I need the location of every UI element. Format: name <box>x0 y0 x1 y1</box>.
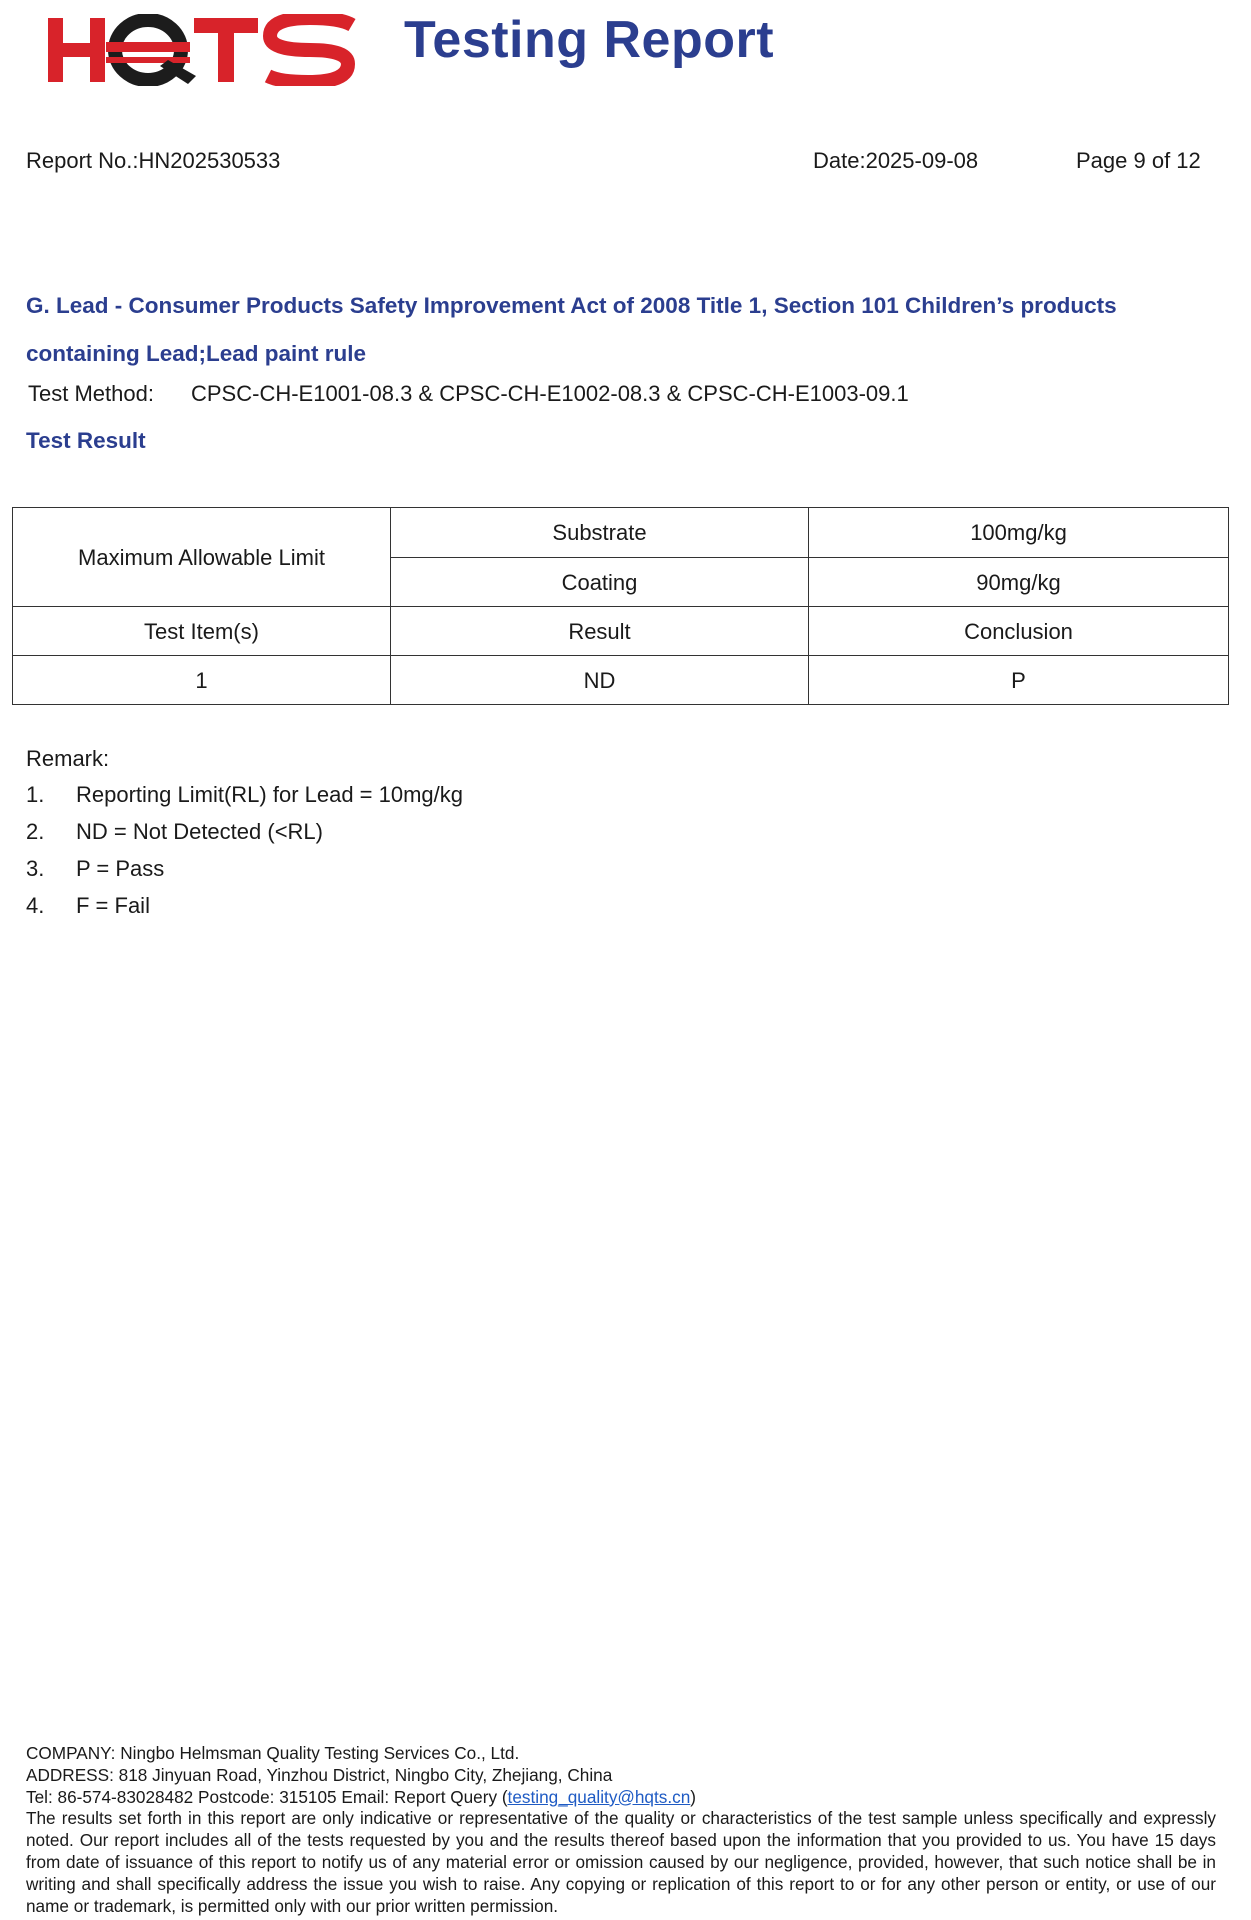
test-result-heading: Test Result <box>26 428 146 453</box>
remark-number: 2. <box>26 819 45 844</box>
footer-address: ADDRESS: 818 Jinyuan Road, Yinzhou District, Ningbo City, Zhejiang, China <box>26 1764 613 1785</box>
result-cell: ND <box>391 656 809 705</box>
footer-contact-prefix: Tel: 86-574-83028482 Postcode: 315105 Email: Report Query ( <box>26 1786 508 1807</box>
column-header-test-item: Test Item(s) <box>13 607 391 656</box>
column-header-result: Result <box>391 607 809 656</box>
table-header-row <box>13 607 1229 656</box>
list-item <box>26 893 463 930</box>
test-item-cell: 1 <box>13 656 391 705</box>
remark-number: 4. <box>26 893 45 918</box>
footer-contact <box>26 1787 1216 1809</box>
table-row <box>13 508 1229 558</box>
report-title: Testing Report <box>404 11 775 69</box>
remark-number: 1. <box>26 782 45 807</box>
remark-list <box>26 782 463 930</box>
remark-text: ND = Not Detected (<RL) <box>76 819 323 844</box>
remark-text: Reporting Limit(RL) for Lead = 10mg/kg <box>76 782 464 807</box>
section-heading: G. Lead - Consumer Products Safety Improvement Act of 2008 Title 1, Section 101 Children’s products containing Lead;Lead paint rule <box>26 293 1117 366</box>
limit-material-cell: Coating <box>391 557 809 607</box>
remark-text: P = Pass <box>76 856 165 881</box>
footer-company: COMPANY: Ningbo Helmsman Quality Testing Services Co., Ltd. <box>26 1743 520 1763</box>
remark-title: Remark: <box>26 746 110 771</box>
limit-value-cell: 100mg/kg <box>809 508 1229 558</box>
limit-label-cell: Maximum Allowable Limit <box>13 508 391 607</box>
remark-number: 3. <box>26 856 45 881</box>
limit-value-cell: 90mg/kg <box>809 557 1229 607</box>
footer <box>26 1743 1216 1917</box>
list-item <box>26 856 463 893</box>
list-item <box>26 782 463 819</box>
hqts-logo <box>48 14 358 86</box>
table-row <box>13 656 1229 705</box>
limit-material-cell: Substrate <box>391 508 809 558</box>
page-indicator: Page 9 of 12 <box>1076 148 1201 173</box>
footer-disclaimer: The results set forth in this report are only indicative or representative of the quality or characteristics of the test sample unless specifically and expressly noted. Our report includes all of the tests requested by you and the results thereof based upon the information that you provided to us. You have 15 days from date of issuance of this report to notify us of any material error or omission caused by our negligence, provided, however, that such notice shall be in writing and shall specifically address the issue you wish to raise. Any copying or replication of this report to or for any other person or entity, or use of our name or trademark, is permitted only with our prior written permission. <box>26 1808 1216 1916</box>
hqts-logo-graphic <box>48 14 358 86</box>
test-method-label: Test Method: <box>28 381 154 406</box>
report-date: Date:2025-09-08 <box>813 148 979 173</box>
remark-text: F = Fail <box>76 893 150 918</box>
list-item <box>26 819 463 856</box>
column-header-conclusion: Conclusion <box>809 607 1229 656</box>
test-method-value: CPSC-CH-E1001-08.3 & CPSC-CH-E1002-08.3 & CPSC-CH-E1003-09.1 <box>191 381 909 406</box>
report-number: Report No.:HN202530533 <box>26 148 281 173</box>
test-result-table <box>12 507 1229 705</box>
conclusion-cell: P <box>809 656 1229 705</box>
footer-contact-suffix: ) <box>690 1786 697 1807</box>
email-link[interactable]: testing_quality@hqts.cn <box>507 1786 691 1807</box>
